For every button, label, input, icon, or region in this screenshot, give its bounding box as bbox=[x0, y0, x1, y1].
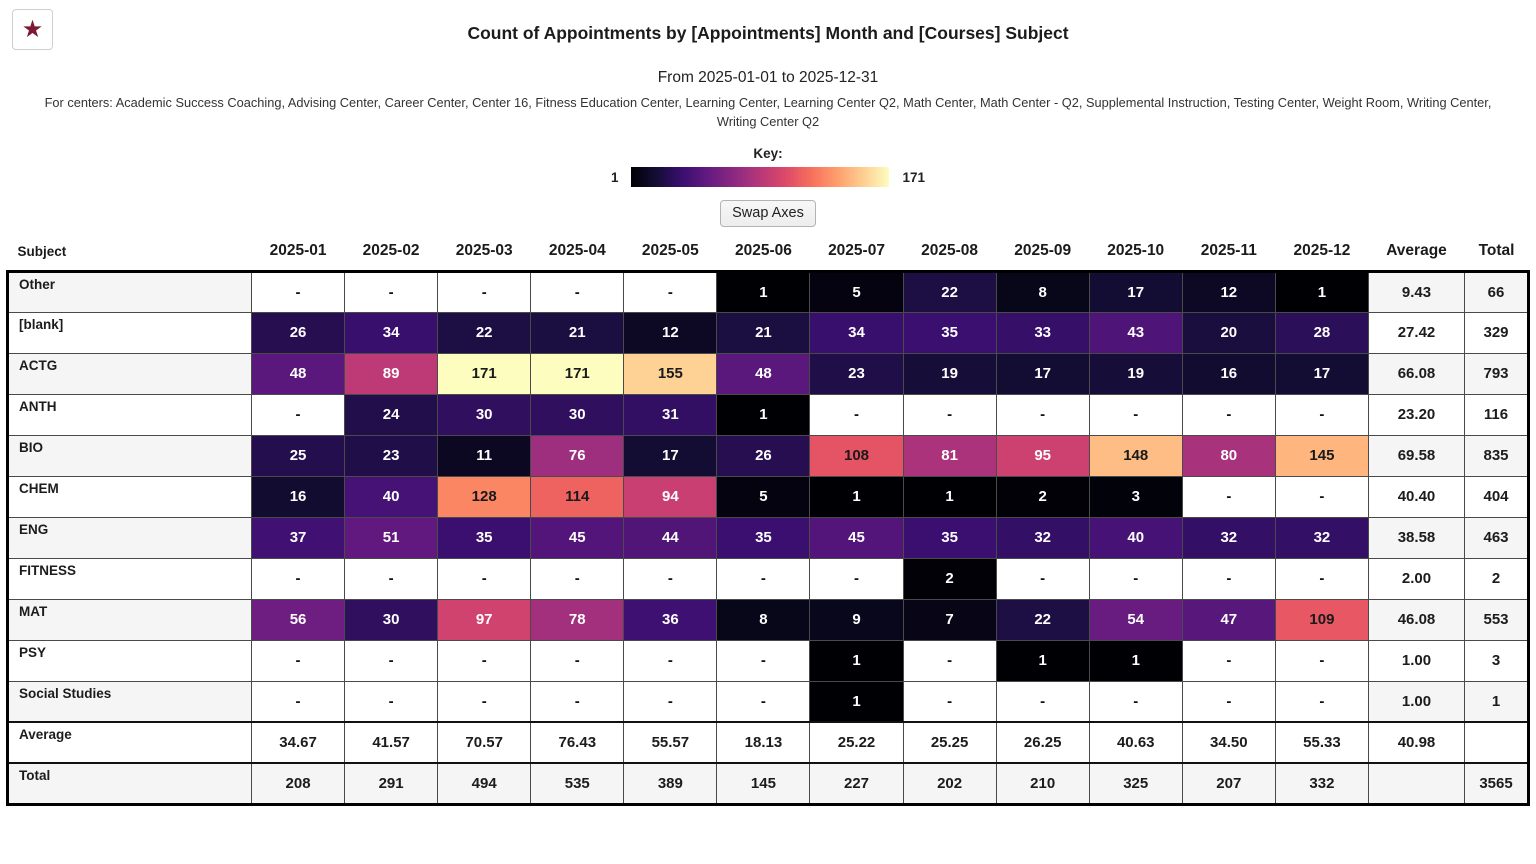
heatmap-cell: 32 bbox=[1182, 517, 1275, 558]
heatmap-cell: 22 bbox=[438, 312, 531, 353]
swap-axes-row bbox=[0, 200, 1536, 227]
row-total: 404 bbox=[1465, 476, 1529, 517]
column-total-cell: 202 bbox=[903, 763, 996, 804]
swap-axes-button[interactable]: Swap Axes bbox=[720, 200, 816, 227]
row-label: Social Studies bbox=[8, 681, 252, 722]
heatmap-cell-empty: - bbox=[531, 558, 624, 599]
column-total-cell: 291 bbox=[345, 763, 438, 804]
column-average-cell: 25.22 bbox=[810, 722, 903, 763]
subject-row bbox=[8, 681, 1529, 722]
heatmap-cell-empty: - bbox=[1089, 558, 1182, 599]
heatmap-cell: 16 bbox=[1182, 353, 1275, 394]
column-average-cell: 18.13 bbox=[717, 722, 810, 763]
heatmap-cell-empty: - bbox=[345, 558, 438, 599]
heatmap-cell: 16 bbox=[252, 476, 345, 517]
favorite-button[interactable] bbox=[12, 9, 53, 50]
heatmap-cell-empty: - bbox=[531, 271, 624, 312]
heatmap-cell-empty: - bbox=[1182, 394, 1275, 435]
color-gradient-bar bbox=[631, 167, 889, 187]
heatmap-cell: 28 bbox=[1275, 312, 1368, 353]
heatmap-cell: 45 bbox=[531, 517, 624, 558]
subject-row bbox=[8, 640, 1529, 681]
column-average-cell: 34.50 bbox=[1182, 722, 1275, 763]
heatmap-cell-empty: - bbox=[1275, 394, 1368, 435]
heatmap-cell: 2 bbox=[996, 476, 1089, 517]
heatmap-cell: 1 bbox=[810, 476, 903, 517]
heatmap-cell: 8 bbox=[996, 271, 1089, 312]
heatmap-cell: 20 bbox=[1182, 312, 1275, 353]
column-average-cell: 70.57 bbox=[438, 722, 531, 763]
heatmap-cell: 8 bbox=[717, 599, 810, 640]
column-average-cell: 41.57 bbox=[345, 722, 438, 763]
row-label: ACTG bbox=[8, 353, 252, 394]
heatmap-cell-empty: - bbox=[1275, 558, 1368, 599]
heatmap-cell: 81 bbox=[903, 435, 996, 476]
heatmap-cell: 25 bbox=[252, 435, 345, 476]
heatmap-cell: 33 bbox=[996, 312, 1089, 353]
column-total-cell: 210 bbox=[996, 763, 1089, 804]
heatmap-cell: 30 bbox=[345, 599, 438, 640]
heatmap-cell: 155 bbox=[624, 353, 717, 394]
row-label: Total bbox=[8, 763, 252, 804]
heatmap-cell: 56 bbox=[252, 599, 345, 640]
heatmap-cell-empty: - bbox=[810, 394, 903, 435]
heatmap-cell: 17 bbox=[1089, 271, 1182, 312]
heatmap-cell: 35 bbox=[438, 517, 531, 558]
heatmap-cell: 40 bbox=[345, 476, 438, 517]
heatmap-cell: 51 bbox=[345, 517, 438, 558]
heatmap-cell: 1 bbox=[810, 640, 903, 681]
column-average-row bbox=[8, 722, 1529, 763]
row-label: ANTH bbox=[8, 394, 252, 435]
row-total: 2 bbox=[1465, 558, 1529, 599]
heatmap-cell: 17 bbox=[1275, 353, 1368, 394]
heatmap-cell-empty: - bbox=[252, 394, 345, 435]
heatmap-cell: 21 bbox=[717, 312, 810, 353]
heatmap-cell-empty: - bbox=[717, 681, 810, 722]
heatmap-cell: 1 bbox=[717, 271, 810, 312]
column-header-month: 2025-09 bbox=[996, 239, 1089, 271]
heatmap-cell-empty: - bbox=[438, 271, 531, 312]
row-label: Average bbox=[8, 722, 252, 763]
row-average: 69.58 bbox=[1369, 435, 1465, 476]
heatmap-cell: 78 bbox=[531, 599, 624, 640]
heatmap-cell-empty: - bbox=[252, 558, 345, 599]
row-average: 1.00 bbox=[1369, 640, 1465, 681]
heatmap-cell-empty: - bbox=[1275, 476, 1368, 517]
heatmap-cell-empty: - bbox=[996, 558, 1089, 599]
heatmap-cell-empty: - bbox=[903, 681, 996, 722]
heatmap-cell: 2 bbox=[903, 558, 996, 599]
heatmap-cell-empty: - bbox=[531, 640, 624, 681]
heatmap-cell: 5 bbox=[717, 476, 810, 517]
column-average-cell: 76.43 bbox=[531, 722, 624, 763]
heatmap-cell-empty: - bbox=[252, 640, 345, 681]
heatmap-cell-empty: - bbox=[1182, 640, 1275, 681]
heatmap-cell: 32 bbox=[996, 517, 1089, 558]
heatmap-cell: 148 bbox=[1089, 435, 1182, 476]
column-total-cell: 207 bbox=[1182, 763, 1275, 804]
date-range: From 2025-01-01 to 2025-12-31 bbox=[657, 69, 879, 86]
row-total: 329 bbox=[1465, 312, 1529, 353]
heatmap-cell-empty: - bbox=[903, 394, 996, 435]
subject-row bbox=[8, 517, 1529, 558]
heatmap-cell: 23 bbox=[810, 353, 903, 394]
subject-row bbox=[8, 312, 1529, 353]
centers-filter-text: For centers: Academic Success Coaching, Advising Center, Career Center, Center 16, Fitness Education Center, Learning Center, Learning Center Q2, Math Center, Math Center - Q2, Supplemental Instruction, Testing Center, Weight Room, Writing Center, Writing Center Q2 bbox=[44, 95, 1492, 129]
report-title: Count of Appointments by [Appointments] Month and [Courses] Subject bbox=[467, 23, 1069, 43]
column-header-month: 2025-12 bbox=[1275, 239, 1368, 271]
row-average: 9.43 bbox=[1369, 271, 1465, 312]
heatmap-cell: 35 bbox=[717, 517, 810, 558]
column-average-cell: 55.57 bbox=[624, 722, 717, 763]
row-label: FITNESS bbox=[8, 558, 252, 599]
heatmap-cell: 40 bbox=[1089, 517, 1182, 558]
heatmap-cell: 95 bbox=[996, 435, 1089, 476]
heatmap-cell-empty: - bbox=[903, 640, 996, 681]
heatmap-cell: 21 bbox=[531, 312, 624, 353]
heatmap-cell: 30 bbox=[438, 394, 531, 435]
heatmap-cell: 97 bbox=[438, 599, 531, 640]
heatmap-cell: 1 bbox=[717, 394, 810, 435]
heatmap-cell-empty: - bbox=[1182, 558, 1275, 599]
row-total: 793 bbox=[1465, 353, 1529, 394]
row-average: 46.08 bbox=[1369, 599, 1465, 640]
heatmap-cell: 34 bbox=[345, 312, 438, 353]
heatmap-cell: 34 bbox=[810, 312, 903, 353]
column-total-cell: 145 bbox=[717, 763, 810, 804]
heatmap-cell: 22 bbox=[903, 271, 996, 312]
heatmap-cell: 1 bbox=[996, 640, 1089, 681]
heatmap-cell: 47 bbox=[1182, 599, 1275, 640]
column-header-month: 2025-01 bbox=[252, 239, 345, 271]
heatmap-cell: 128 bbox=[438, 476, 531, 517]
heatmap-cell: 80 bbox=[1182, 435, 1275, 476]
column-total-cell: 325 bbox=[1089, 763, 1182, 804]
heatmap-cell-empty: - bbox=[624, 640, 717, 681]
heatmap-cell-empty: - bbox=[1182, 476, 1275, 517]
row-label: ENG bbox=[8, 517, 252, 558]
column-total-cell: 227 bbox=[810, 763, 903, 804]
overall-average-cell: 40.98 bbox=[1369, 722, 1465, 763]
row-label: MAT bbox=[8, 599, 252, 640]
heatmap-cell-empty: - bbox=[1089, 681, 1182, 722]
column-header-month: 2025-02 bbox=[345, 239, 438, 271]
heatmap-cell-empty: - bbox=[717, 558, 810, 599]
heatmap-cell: 7 bbox=[903, 599, 996, 640]
heatmap-cell: 37 bbox=[252, 517, 345, 558]
heatmap-cell: 36 bbox=[624, 599, 717, 640]
heatmap-cell: 17 bbox=[624, 435, 717, 476]
heatmap-cell: 45 bbox=[810, 517, 903, 558]
column-average-cell: 25.25 bbox=[903, 722, 996, 763]
subject-row bbox=[8, 271, 1529, 312]
row-average: 27.42 bbox=[1369, 312, 1465, 353]
subject-row bbox=[8, 558, 1529, 599]
subject-row bbox=[8, 353, 1529, 394]
row-total: 1 bbox=[1465, 681, 1529, 722]
subject-row bbox=[8, 476, 1529, 517]
heatmap-cell-empty: - bbox=[624, 271, 717, 312]
heatmap-cell: 11 bbox=[438, 435, 531, 476]
column-average-cell: 26.25 bbox=[996, 722, 1089, 763]
heatmap-cell-empty: - bbox=[1089, 394, 1182, 435]
column-header-month: 2025-04 bbox=[531, 239, 624, 271]
heatmap-cell-empty: - bbox=[1182, 681, 1275, 722]
row-label: Other bbox=[8, 271, 252, 312]
row-label: [blank] bbox=[8, 312, 252, 353]
heatmap-cell: 1 bbox=[1275, 271, 1368, 312]
heatmap-cell: 76 bbox=[531, 435, 624, 476]
heatmap-cell-empty: - bbox=[438, 640, 531, 681]
heatmap-cell: 1 bbox=[1089, 640, 1182, 681]
blank-cell bbox=[1369, 763, 1465, 804]
heatmap-cell: 35 bbox=[903, 312, 996, 353]
heatmap-cell: 3 bbox=[1089, 476, 1182, 517]
heatmap-cell: 22 bbox=[996, 599, 1089, 640]
column-total-cell: 494 bbox=[438, 763, 531, 804]
heatmap-cell-empty: - bbox=[531, 681, 624, 722]
heatmap-cell: 31 bbox=[624, 394, 717, 435]
heatmap-cell: 48 bbox=[252, 353, 345, 394]
row-label: CHEM bbox=[8, 476, 252, 517]
subject-row bbox=[8, 599, 1529, 640]
heatmap-cell: 43 bbox=[1089, 312, 1182, 353]
blank-cell bbox=[1465, 722, 1529, 763]
heatmap-cell: 114 bbox=[531, 476, 624, 517]
heatmap-cell: 17 bbox=[996, 353, 1089, 394]
column-header-month: 2025-05 bbox=[624, 239, 717, 271]
column-total-row bbox=[8, 763, 1529, 804]
heatmap-cell-empty: - bbox=[345, 640, 438, 681]
heatmap-cell: 32 bbox=[1275, 517, 1368, 558]
heatmap-cell: 12 bbox=[1182, 271, 1275, 312]
key-max-value: 171 bbox=[902, 169, 926, 185]
column-total-cell: 389 bbox=[624, 763, 717, 804]
heatmap-cell: 12 bbox=[624, 312, 717, 353]
heatmap-cell: 89 bbox=[345, 353, 438, 394]
header-row bbox=[8, 239, 1529, 271]
corner-header-subject: Subject bbox=[8, 239, 252, 271]
row-average: 66.08 bbox=[1369, 353, 1465, 394]
appointments-heatmap-table bbox=[6, 239, 1530, 806]
heatmap-cell-empty: - bbox=[438, 558, 531, 599]
heatmap-cell: 19 bbox=[903, 353, 996, 394]
column-average-cell: 55.33 bbox=[1275, 722, 1368, 763]
heatmap-cell-empty: - bbox=[996, 681, 1089, 722]
grand-total-cell: 3565 bbox=[1465, 763, 1529, 804]
column-total-cell: 208 bbox=[252, 763, 345, 804]
heatmap-cell: 171 bbox=[531, 353, 624, 394]
heatmap-cell: 24 bbox=[345, 394, 438, 435]
heatmap-cell-empty: - bbox=[624, 681, 717, 722]
row-label: PSY bbox=[8, 640, 252, 681]
row-average: 40.40 bbox=[1369, 476, 1465, 517]
heatmap-cell-empty: - bbox=[252, 271, 345, 312]
heatmap-cell: 94 bbox=[624, 476, 717, 517]
subject-row bbox=[8, 394, 1529, 435]
color-key bbox=[0, 167, 1536, 187]
subject-row bbox=[8, 435, 1529, 476]
row-average: 23.20 bbox=[1369, 394, 1465, 435]
heatmap-cell-empty: - bbox=[1275, 681, 1368, 722]
heatmap-cell-empty: - bbox=[996, 394, 1089, 435]
row-total: 116 bbox=[1465, 394, 1529, 435]
column-average-cell: 34.67 bbox=[252, 722, 345, 763]
heatmap-cell: 171 bbox=[438, 353, 531, 394]
row-total: 553 bbox=[1465, 599, 1529, 640]
heatmap-cell: 44 bbox=[624, 517, 717, 558]
row-total: 66 bbox=[1465, 271, 1529, 312]
heatmap-cell-empty: - bbox=[438, 681, 531, 722]
column-header-month: 2025-10 bbox=[1089, 239, 1182, 271]
key-label: Key: bbox=[753, 146, 783, 161]
heatmap-cell: 30 bbox=[531, 394, 624, 435]
heatmap-cell-empty: - bbox=[1275, 640, 1368, 681]
heatmap-cell: 1 bbox=[810, 681, 903, 722]
key-min-value: 1 bbox=[610, 169, 619, 185]
row-label: BIO bbox=[8, 435, 252, 476]
row-total: 3 bbox=[1465, 640, 1529, 681]
column-total-cell: 535 bbox=[531, 763, 624, 804]
column-header-month: 2025-03 bbox=[438, 239, 531, 271]
column-total-cell: 332 bbox=[1275, 763, 1368, 804]
column-header-total: Total bbox=[1465, 239, 1529, 271]
row-total: 835 bbox=[1465, 435, 1529, 476]
heatmap-cell: 108 bbox=[810, 435, 903, 476]
heatmap-cell-empty: - bbox=[717, 640, 810, 681]
heatmap-cell: 5 bbox=[810, 271, 903, 312]
column-average-cell: 40.63 bbox=[1089, 722, 1182, 763]
column-header-average: Average bbox=[1369, 239, 1465, 271]
row-total: 463 bbox=[1465, 517, 1529, 558]
heatmap-cell: 9 bbox=[810, 599, 903, 640]
row-average: 38.58 bbox=[1369, 517, 1465, 558]
column-header-month: 2025-07 bbox=[810, 239, 903, 271]
column-header-month: 2025-08 bbox=[903, 239, 996, 271]
heatmap-cell: 26 bbox=[717, 435, 810, 476]
heatmap-cell: 23 bbox=[345, 435, 438, 476]
heatmap-cell-empty: - bbox=[345, 681, 438, 722]
star-icon: ★ bbox=[21, 15, 44, 43]
column-header-month: 2025-06 bbox=[717, 239, 810, 271]
heatmap-cell: 1 bbox=[903, 476, 996, 517]
row-average: 2.00 bbox=[1369, 558, 1465, 599]
heatmap-cell-empty: - bbox=[345, 271, 438, 312]
heatmap-cell: 19 bbox=[1089, 353, 1182, 394]
heatmap-cell: 35 bbox=[903, 517, 996, 558]
heatmap-cell: 26 bbox=[252, 312, 345, 353]
row-average: 1.00 bbox=[1369, 681, 1465, 722]
heatmap-cell: 145 bbox=[1275, 435, 1368, 476]
heatmap-cell-empty: - bbox=[252, 681, 345, 722]
heatmap-cell: 48 bbox=[717, 353, 810, 394]
column-header-month: 2025-11 bbox=[1182, 239, 1275, 271]
heatmap-cell-empty: - bbox=[810, 558, 903, 599]
heatmap-cell: 54 bbox=[1089, 599, 1182, 640]
heatmap-cell: 109 bbox=[1275, 599, 1368, 640]
heatmap-cell-empty: - bbox=[624, 558, 717, 599]
